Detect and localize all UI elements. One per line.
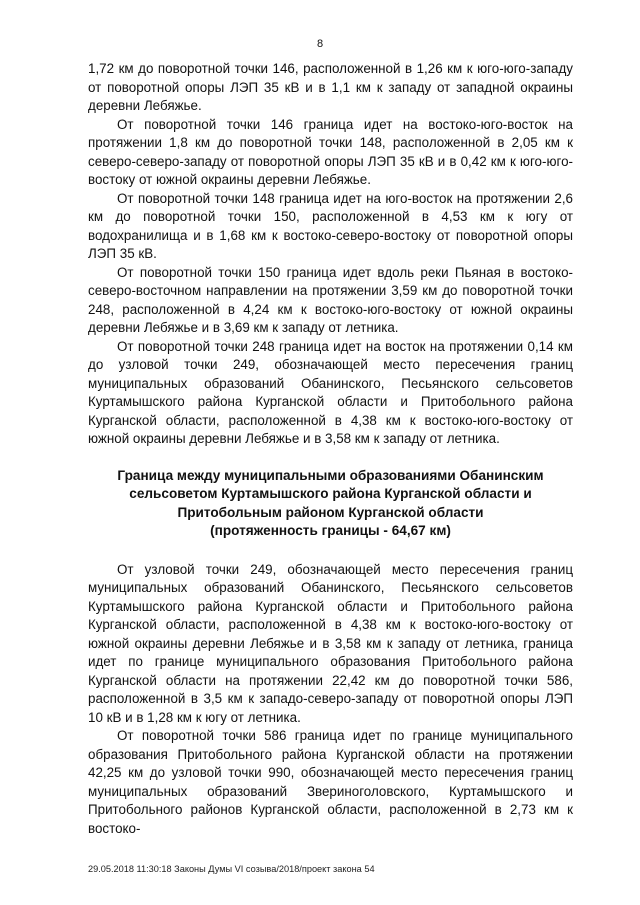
paragraph: 1,72 км до поворотной точки 146, расположенной в 1,26 км к юго-юго-западу от поворотной опоры ЛЭП 35 кВ и в 1,1 км к западу от западной окраины деревни Лебяжье. <box>88 61 573 113</box>
page-number: 8 <box>316 38 324 50</box>
section-heading-line: сельсоветом Куртамышского района Курганской области и <box>129 486 532 501</box>
paragraph: От поворотной точки 586 граница идет по границе муниципального образования Притобольного района Курганской области на протяжении 42,25 км до узловой точки 990, обозначающей место пересечения границ муниципальных образований Звериноголовского, Куртамышского и Притобольного районов Курганской области, расположенной в 2,73 км к востоко- <box>88 728 573 836</box>
document-body <box>88 60 573 838</box>
paragraph: От поворотной точки 248 граница идет на восток на протяжении 0,14 км до узловой точки 249, обозначающей место пересечения границ муниципальных образований Обанинского, Песьянского сельсоветов Куртамышского района Курганской области и Притобольного района Курганской области, расположенной в 4,38 км к востоко-юго-востоку от южной окраины деревни Лебяжье и в 3,58 км к западу от летника. <box>88 338 573 446</box>
footer-file-path: 29.05.2018 11:30:18 Законы Думы VI созыва/2018/проект закона 54 <box>88 864 375 874</box>
paragraph: От поворотной точки 148 граница идет на юго-восток на протяжении 2,6 км до поворотной точки 150, расположенной в 4,53 км к югу от водохранилища и в 1,68 км к востоко-северо-востоку от поворотной опоры ЛЭП 35 кВ. <box>88 190 573 261</box>
section-heading-line: Притобольным районом Курганской области <box>177 504 484 520</box>
paragraph: От поворотной точки 150 граница идет вдоль реки Пьяная в востоко-северо-восточном направлении на протяжении 3,59 км до поворотной точки 248, расположенной в 4,24 км к востоко-юго-востоку от южной окраины деревни Лебяжье и в 3,69 км к западу от летника. <box>88 264 573 335</box>
section-heading-line: Граница между муниципальными образованиями Обанинским <box>117 467 544 483</box>
section-heading-length: (протяженность границы - 64,67 км) <box>210 523 451 538</box>
paragraph: От узловой точки 249, обозначающей место пересечения границ муниципальных образований Обанинского, Песьянского сельсоветов Куртамышского района Курганской области и Притобольного района Курганской области, расположенной в 4,38 км к востоко-юго-востоку от южной окраины деревни Лебяжье и в 3,58 км к западу от летника, граница идет по границе муниципального образования Притобольного района Курганской области на протяжении 22,42 км до поворотной точки 586, расположенной в 3,5 км к западо-северо-западу от поворотной опоры ЛЭП 10 кВ и в 1,28 км к югу от летника. <box>88 561 573 725</box>
paragraph: От поворотной точки 146 граница идет на востоко-юго-восток на протяжении 1,8 км до поворотной точки 148, расположенной в 2,05 км к северо-северо-западу от поворотной опоры ЛЭП 35 кВ и в 0,42 км к юго-юго-востоку от южной окраины деревни Лебяжье. <box>88 116 573 187</box>
section-heading <box>88 467 573 541</box>
